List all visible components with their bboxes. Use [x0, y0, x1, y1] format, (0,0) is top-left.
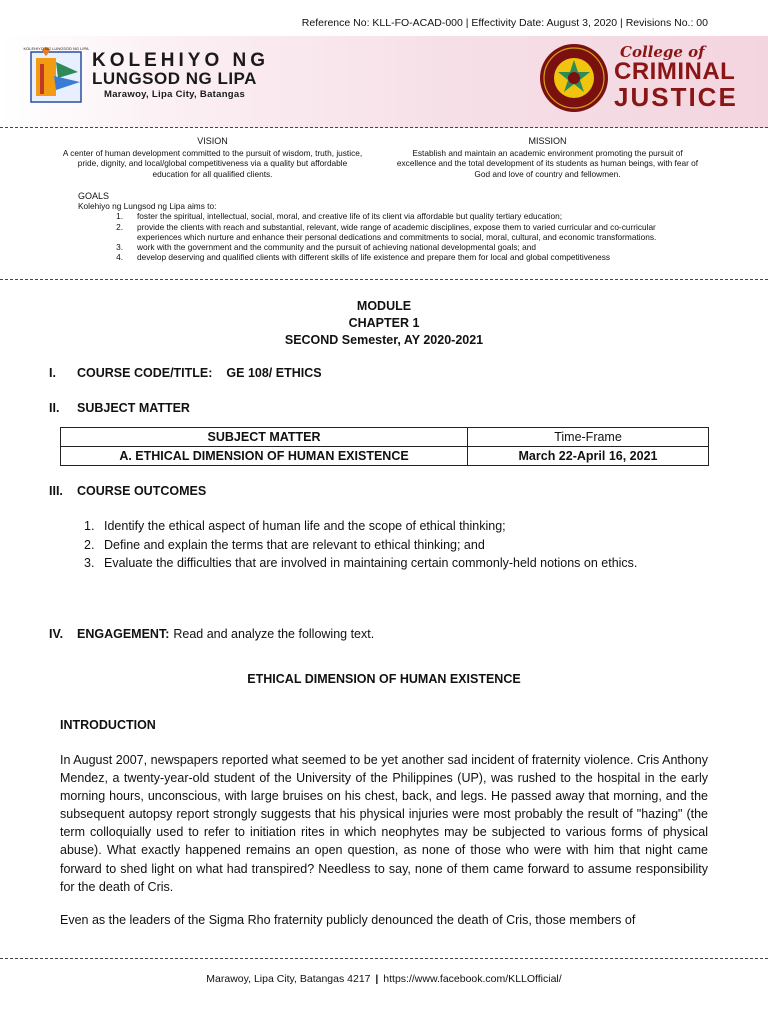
- footer: [0, 973, 768, 985]
- outcome-number: 3.: [84, 556, 95, 570]
- goal-number: 2.: [116, 221, 123, 232]
- school-logo: [23, 44, 89, 106]
- goals-block: [78, 191, 698, 262]
- goals-intro: Kolehiyo ng Lungsod ng Lipa aims to:: [78, 201, 217, 212]
- goal-text: provide the clients with reach and substantial, relevant, wide range of academic disciplines, expose them to varied curricular and co-curricular experiences which nurture and enhance their personal dedications and commitments to social, moral, cultural, and economic transformations.: [137, 221, 657, 242]
- mission-title: MISSION: [528, 136, 567, 146]
- mission-text: Establish and maintain an academic environment promoting the pursuit of excellence and the total development of its students as human beings, with fear of God and love of country and fellowmen.: [396, 147, 699, 179]
- outcome-text: Evaluate the difficulties that are involved in maintaining certain commonly-held notions on ethics.: [104, 556, 638, 570]
- section-engagement: [49, 627, 374, 641]
- school-address: Marawoy, Lipa City, Batangas: [104, 89, 246, 100]
- article-title: ETHICAL DIMENSION OF HUMAN EXISTENCE: [247, 672, 521, 686]
- semester-title: SECOND Semester, AY 2020-2021: [284, 333, 484, 347]
- school-name-line1: KOLEHIYO NG: [92, 50, 270, 71]
- section-number: IV.: [49, 627, 64, 641]
- outcome-text: Define and explain the terms that are relevant to ethical thinking; and: [104, 537, 485, 552]
- article-paragraph-1: In August 2007, newspapers reported what seemed to be yet another sad incident of fraternity violence. Cris Anthony Mendez, a twenty-year-old student of the University of the Philippines (UP), was rushed to the hospital in the early morning hours, unconscious, with large bruises on his chest, back, and legs. He passed away that morning, and the subsequent autopsy report strongly suggests that his physical injuries were most probably the result of "hazing" (the term colloquially used to refer to initiation rites in which neophytes may be subjected to various forms of physical abuse). What exactly happened remains an open question, as none of those who were with him that night came forward to shed light on what had transpired? Needless to say, none of them came forward to assume responsibility for the death of Cris.: [60, 753, 708, 894]
- section-number: I.: [49, 366, 56, 380]
- section-label: SUBJECT MATTER: [77, 401, 190, 415]
- vision-title: VISION: [197, 136, 228, 146]
- school-name-line2: LUNGSOD NG LIPA: [92, 69, 257, 88]
- outcome-number: 2.: [84, 537, 95, 552]
- table-cell-subject: A. ETHICAL DIMENSION OF HUMAN EXISTENCE: [61, 447, 468, 466]
- table-cell-timeframe: March 22-April 16, 2021: [468, 447, 709, 466]
- vision-text: A center of human development committed to the pursuit of wisdom, truth, justice, pride, dignity, and local/global competitiveness via a quality but affordable education for all qualified clients.: [62, 147, 363, 179]
- section-course-code: [49, 366, 322, 380]
- justice-label: JUSTICE: [614, 82, 738, 112]
- footer-separator: |: [375, 973, 379, 985]
- footer-divider: [0, 958, 768, 959]
- outcome-text: Identify the ethical aspect of human life and the scope of ethical thinking;: [104, 519, 506, 533]
- outcome-item: [84, 554, 637, 573]
- goal-number: 4.: [116, 252, 123, 263]
- section-subject-matter: [49, 401, 190, 415]
- footer-address: Marawoy, Lipa City, Batangas 4217: [206, 973, 371, 985]
- table-row: [61, 428, 709, 447]
- introduction-heading: INTRODUCTION: [60, 718, 156, 732]
- outcome-item: [84, 517, 637, 536]
- chapter-title: CHAPTER 1: [348, 316, 420, 330]
- college-of-criminal-justice: [614, 44, 738, 110]
- vision-block: [60, 136, 365, 179]
- goal-item: [78, 222, 698, 242]
- section-label: COURSE CODE/TITLE:: [77, 366, 213, 380]
- goal-item: [78, 211, 698, 221]
- mission-block: [395, 136, 700, 179]
- goals-divider: [0, 279, 768, 280]
- goal-text: foster the spiritual, intellectual, social, moral, and creative life of its client via affordable but quality tertiary education;: [137, 211, 563, 222]
- section-label: COURSE OUTCOMES: [77, 484, 207, 498]
- goal-text: develop deserving and qualified clients with different skills of life existence and prepare them for local and global competitiveness: [137, 252, 611, 263]
- goal-number: 3.: [116, 242, 123, 253]
- outcome-item: [84, 536, 637, 555]
- goals-title: GOALS: [78, 191, 110, 201]
- reference-line: Reference No: KLL-FO-ACAD-000 | Effectivity Date: August 3, 2020 | Revisions No.: 00: [301, 17, 708, 29]
- table-header-subject: SUBJECT MATTER: [61, 428, 468, 447]
- section-course-outcomes: [49, 484, 206, 498]
- criminal-label: CRIMINAL: [614, 58, 736, 85]
- subject-matter-table: [60, 427, 709, 466]
- section-label: ENGAGEMENT:: [77, 627, 170, 641]
- section-number: III.: [49, 484, 63, 498]
- college-of-label: College of: [620, 43, 705, 61]
- article-paragraph-2: Even as the leaders of the Sigma Rho fraternity publicly denounced the death of Cris, those members of: [60, 913, 636, 927]
- course-code-value: GE 108/ ETHICS: [226, 366, 322, 380]
- module-title: MODULE: [356, 299, 412, 313]
- logo-lettering: KOLEHIYO NG LUNGSOD NG LIPA: [23, 46, 89, 51]
- engagement-text: Read and analyze the following text.: [173, 627, 375, 641]
- header-divider: [0, 127, 768, 128]
- goals-list: [78, 211, 698, 262]
- school-name: [92, 52, 269, 100]
- goal-text: work with the government and the community and the pursuit of achieving national developmental goals; and: [137, 242, 536, 253]
- outcome-number: 1.: [84, 519, 95, 533]
- module-heading: [0, 298, 768, 349]
- college-seal-icon: [538, 42, 610, 114]
- outcomes-list: [84, 517, 637, 573]
- goal-item: [78, 252, 698, 262]
- section-number: II.: [49, 401, 60, 415]
- table-header-timeframe: Time-Frame: [468, 428, 709, 447]
- goal-number: 1.: [116, 211, 123, 222]
- goal-item: [78, 242, 698, 252]
- footer-url[interactable]: https://www.facebook.com/KLLOfficial/: [383, 973, 562, 985]
- table-row: [61, 447, 709, 466]
